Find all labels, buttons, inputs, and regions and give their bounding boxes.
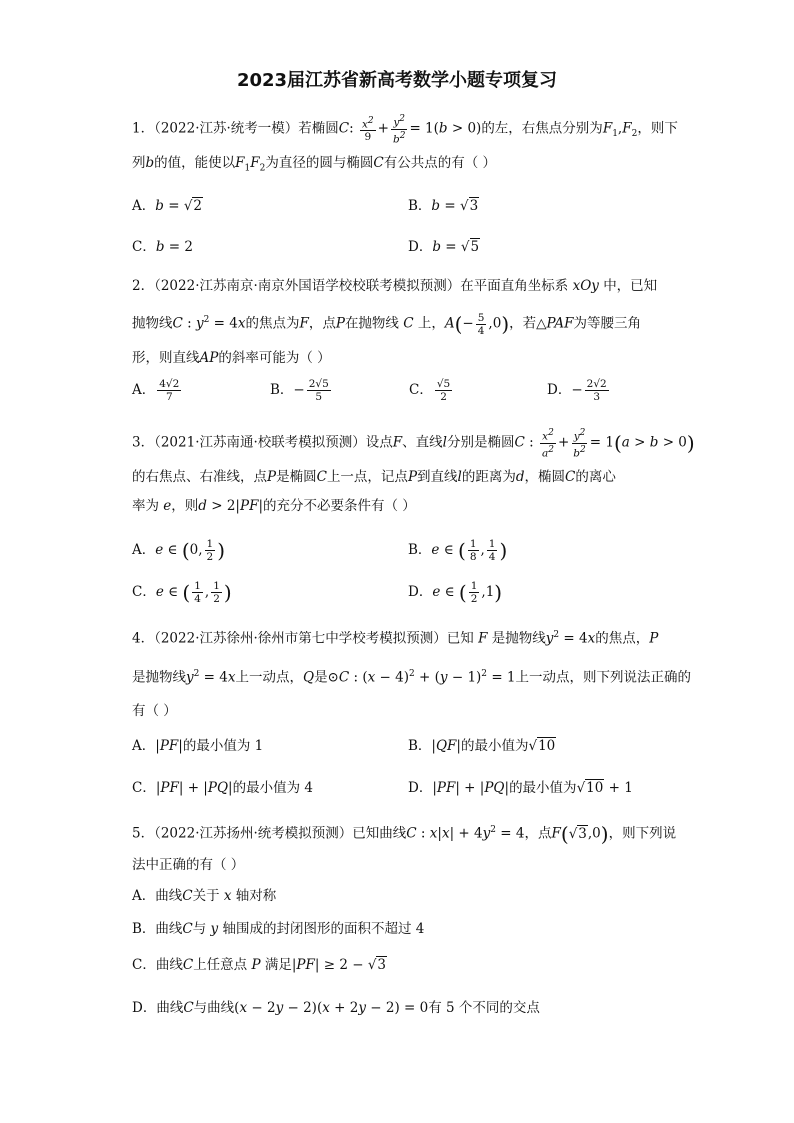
q3-option-a: A．e ∈ (0, $\frac{1}{2}$ ) [132,538,226,563]
q4-line-1: 4．（2022·江苏徐州·徐州市第七中学校考模拟预测）已知 F 是抛物线$y^2 = 4x$的焦点，P [132,630,659,647]
q4-line-3: 有（ ） [132,703,177,719]
q1-line-2: 列b的值，能使以$F_1F_2$为直径的圆与椭圆C有公共点的有（ ） [132,155,497,174]
q4-option-b: B．|QF|的最小值为√10 [408,738,556,754]
q3-option-b: B．e ∈ ( $\frac{1}{8}$ , $\frac{1}{4}$ ) [408,538,508,563]
q4-option-a: A．|PF|的最小值为 1 [132,738,264,754]
q2-option-a: A． $\frac{4√2}{7}$ [132,378,180,403]
q4-line-2: 是抛物线$y^2 = 4x$上一动点，Q是⊙C : $(x - 4)^2 + (y - 1)^2 = 1$上一动点，则下列说法正确的 [132,669,692,686]
q2-line-2: 抛物线C : $y^2 = 4x$的焦点为F，点P在抛物线 C 上，A(− $\frac{5}{4}$ ,0)，若△PAF为等腰三角 [132,311,641,337]
q4-option-c: C．|PF| + |PQ|的最小值为 4 [132,780,313,796]
q5-line-2: 法中正确的有（ ） [132,857,245,873]
q1-option-b: B．b = √3 [408,198,479,214]
q1-option-c: C．b = 2 [132,239,193,255]
q5-option-b: B．曲线C与 y 轴围成的封闭图形的面积不超过 4 [132,921,425,937]
q3-option-d: D．e ∈ ( $\frac{1}{2}$ ,1) [408,580,503,605]
q3-line-3: 率为 e，则d > 2|PF|的充分不必要条件有（ ） [132,498,416,514]
q1-option-a: A．b = √2 [132,198,203,214]
q2-option-c: C． $\frac{√5}{2}$ [409,378,451,403]
q5-option-a: A．曲线C关于 x 轴对称 [132,888,277,904]
q3-line-2: 的右焦点、右准线，点P是椭圆C上一点，记点P到直线l的距离为d，椭圆C的离心 [132,469,616,485]
q1-option-d: D．b = √5 [408,239,480,255]
q1-ellipse-formula: C [338,120,350,137]
q2-line-3: 形，则直线AP的斜率可能为（ ） [132,350,331,366]
q1-line-1: 1．（2022·江苏·统考一模）若椭圆C: $\frac{x^2}{9}$ + $\frac{y^2}{b^2}$ = 1(b > 0)的左，右焦点分别为$F_1,F_2$，则下 [132,114,678,145]
q2-option-d: D．− $\frac{2√2}{3}$ [547,378,607,403]
q3-option-c: C．e ∈ ( $\frac{1}{4}$ , $\frac{1}{2}$ ) [132,580,232,605]
q2-line-1: 2．（2022·江苏南京·南京外国语学校校联考模拟预测）在平面直角坐标系 xOy 中，已知 [132,278,658,294]
q2-option-b: B．− $\frac{2√5}{5}$ [270,378,329,403]
q4-option-d: D．|PF| + |PQ|的最小值为√10 + 1 [408,780,633,796]
q5-line-1: 5．（2022·江苏扬州·统考模拟预测）已知曲线C : $x|x| + 4y^2 = 4$，点F(√3,0)，则下列说 [132,822,677,846]
q5-option-c: C．曲线C上任意点 P 满足|PF| ≥ 2 − √3 [132,957,387,973]
q3-line-1: 3．（2021·江苏南通·校联考模拟预测）设点F、直线l分别是椭圆C : $\frac{x^2}{a^2}$ + $\frac{y^2}{b^2}$ = 1(a > b > 0) [132,428,695,459]
page-title: 2023届江苏省新高考数学小题专项复习 [236,70,558,91]
q5-option-d: D．曲线C与曲线(x − 2y − 2)(x + 2y − 2) = 0有 5 个不同的交点 [132,1000,540,1016]
